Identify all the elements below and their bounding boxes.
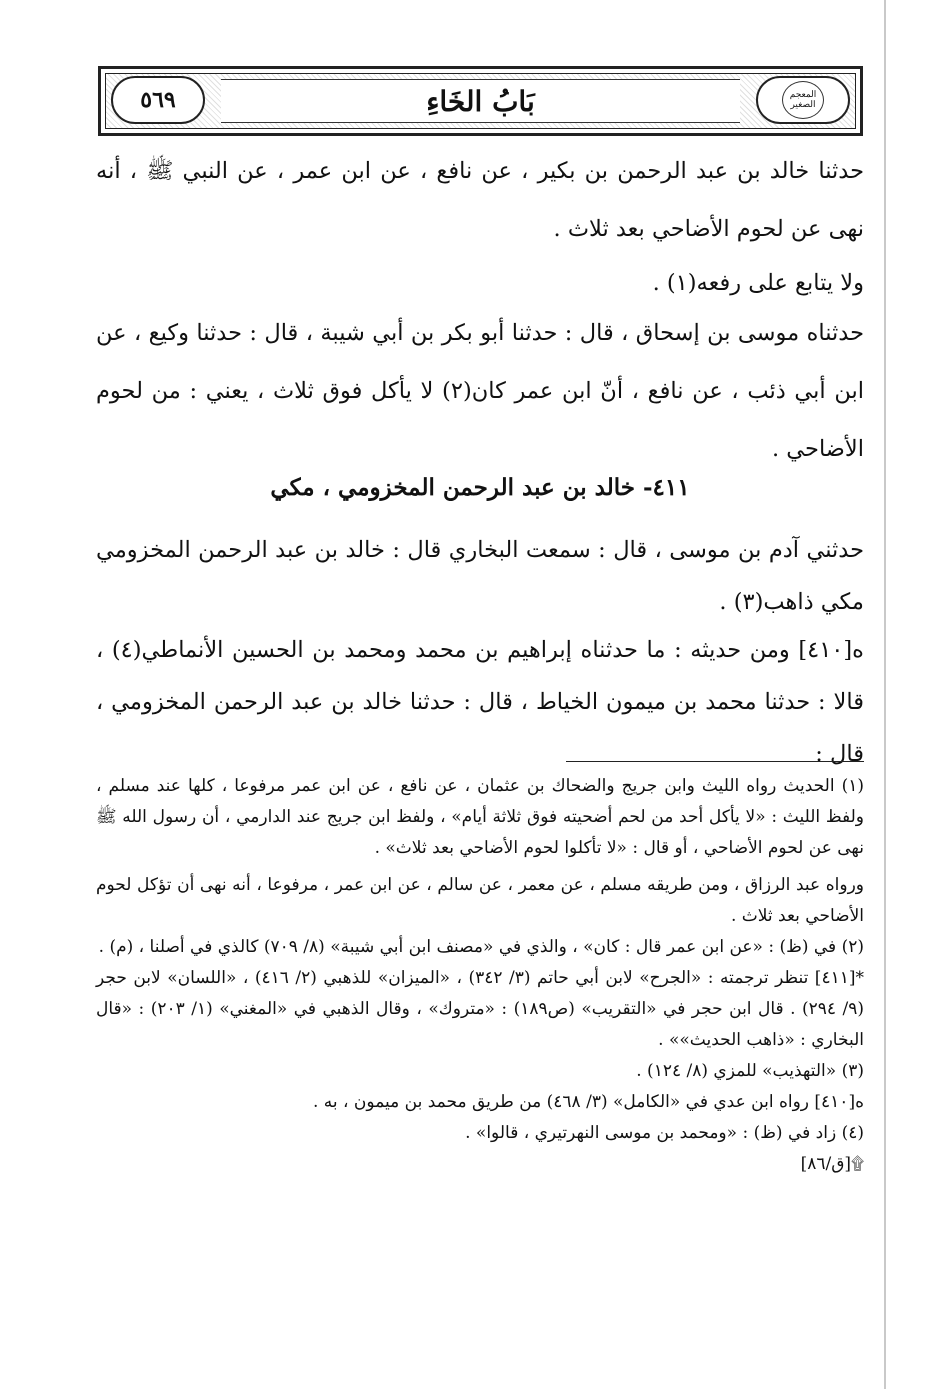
header-title-band: [221, 79, 740, 123]
footnote-1: (١) الحديث رواه الليث وابن جريج والضحاك بن عثمان ، عن نافع ، عن ابن عمر مرفوعا ، كلها عند مسلم ، ولفظ الليث : «لا يأكل أحد من لحم أضحيته فوق ثلاثة أيام» ، ولفظ ابن جريج عند الدارمي ، أن رسول الله ﷺ نهى عن لحوم الأضاحي ، أو قال : «لا تأكلوا لحوم الأضاحي بعد ثلاث» .: [96, 776, 864, 858]
book-seal-medallion: [756, 76, 850, 124]
paragraph-3: حدثناه موسى بن إسحاق ، قال : حدثنا أبو بكر بن أبي شيبة ، قال : حدثنا وكيع ، عن ابن أبي ذئب ، عن نافع ، أنّ ابن عمر كان(٢) لا يأكل فوق ثلاث ، يعني : من لحوم الأضاحي .: [96, 320, 864, 462]
page-header: [98, 66, 863, 136]
page-edge-line: [884, 0, 886, 1389]
footnotes: [96, 771, 864, 1180]
page-number: ٥٦٩: [140, 87, 176, 113]
footnote-411: *[٤١١] تنظر ترجمته : «الجرح» لابن أبي حاتم (٣/ ٣٤٢) ، «الميزان» للذهبي (٢/ ٤١٦) ، «اللسان» لابن حجر (٩/ ٢٩٤) . قال ابن حجر في «التقريب» (ص١٨٩) : «متروك» ، وقال الذهبي في «المغني» (١/ ٢٠٣) : «قال البخاري : «ذاهب الحديث»» .: [96, 968, 865, 1050]
footnote-2: (٢) في (ظ) : «عن ابن عمر قال : كان» ، والذي في «مصنف ابن أبي شيبة» (٨/ ٧٠٩) كالذي في أصلنا ، (م) .: [98, 937, 864, 957]
paragraph-5: ه[٤١٠] ومن حديثه : ما حدثناه إبراهيم بن محمد ومحمد بن الحسين الأنماطي(٤) ، قالا : حدثنا محمد بن ميمون الخياط ، قال : حدثنا خالد بن عبد الرحمن المخزومي ، قال :: [96, 637, 864, 767]
book-seal-text: المعجم الصغير: [789, 90, 817, 110]
section-heading-411: ٤١١- خالد بن عبد الرحمن المخزومي ، مكي: [270, 474, 690, 501]
footnote-410: ه[٤١٠] رواه ابن عدي في «الكامل» (٣/ ٤٦٨) من طريق محمد بن ميمون ، به .: [312, 1092, 864, 1112]
book-seal-icon: [782, 81, 824, 119]
paragraph-1: حدثنا خالد بن عبد الرحمن بن بكير ، عن نافع ، عن ابن عمر ، عن النبي ﷺ ، أنه نهى عن لحوم الأضاحي بعد ثلاث .: [96, 158, 864, 242]
paragraph-4: حدثني آدم بن موسى ، قال : سمعت البخاري قال : خالد بن عبد الرحمن المخزومي مكي ذاهب(٣) .: [96, 537, 864, 615]
manuscript-reference: ۩[ق/٨٦]: [800, 1154, 864, 1174]
page-number-medallion: [111, 76, 205, 124]
footnote-4: (٤) زاد في (ظ) : «ومحمد بن موسى النهرتيري ، قالوا» .: [465, 1123, 864, 1143]
footnote-divider: [566, 761, 864, 762]
paragraph-2: ولا يتابع على رفعه(١) .: [652, 270, 864, 296]
chapter-title: بَابُ الخَاءِ: [426, 84, 535, 118]
footnote-1-continued: ورواه عبد الرزاق ، ومن طريقه مسلم ، عن معمر ، عن سالم ، عن ابن عمر ، مرفوعا ، أنه نهى أن تؤكل لحوم الأضاحي بعد ثلاث .: [96, 875, 864, 926]
footnote-3: (٣) «التهذيب» للمزي (٨/ ١٢٤) .: [636, 1061, 864, 1081]
